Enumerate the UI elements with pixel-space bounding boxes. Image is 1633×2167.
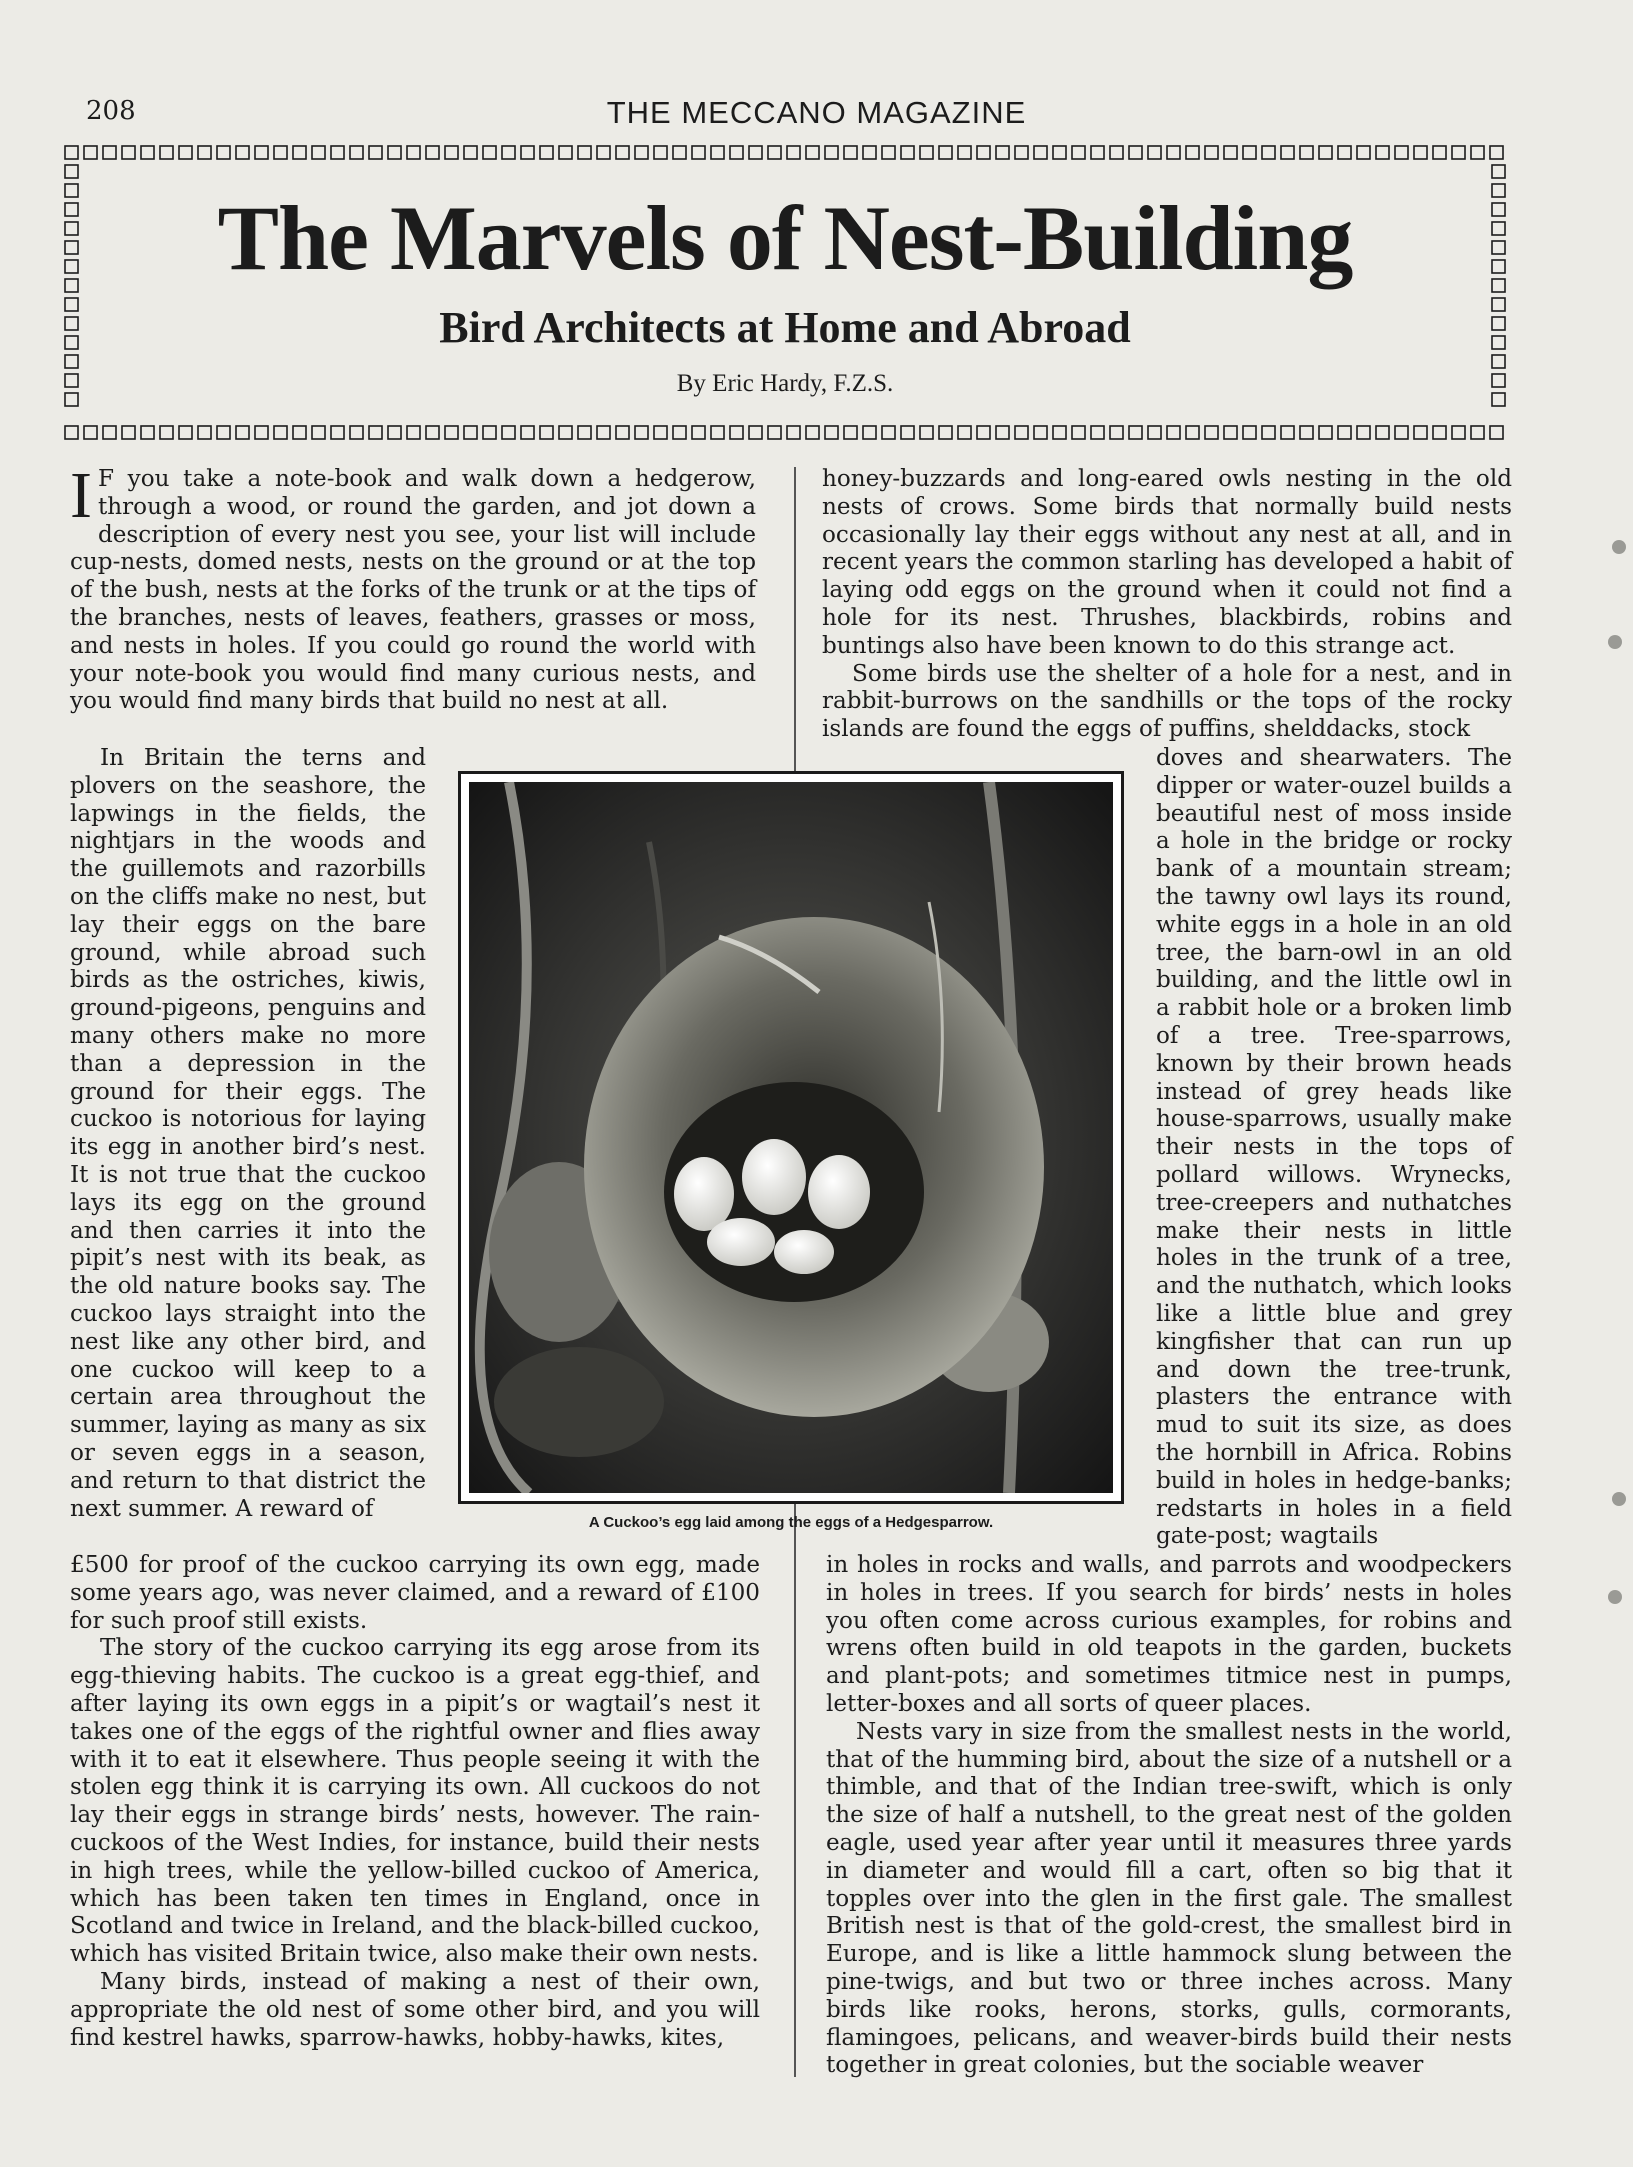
border-square: [958, 426, 971, 439]
border-square: [445, 146, 458, 159]
border-square: [236, 146, 249, 159]
paragraph: Nests vary in size from the smallest nests in the world, that of the humming bird, about the size of a nutshell or a thimble, and that of the Indian tree-swift, which is only the size of half a nutshell, to the great nest of the golden eagle, used year after year until it measures three yards in diameter and would fill a cart, often so big that it topples over into the glen in the first gale. The smallest British nest is that of the gold-crest, the smallest bird in Europe, and is like a little hammock slung between the pine-twigs, and but two or three inches across. Many birds like rooks, herons, storks, gulls, cormorants, flamingoes, pelicans, and weaver-birds build their nests together in great colonies, but the sociable weaver: [826, 1718, 1512, 2079]
border-square: [559, 146, 572, 159]
border-square: [407, 426, 420, 439]
border-square: [635, 146, 648, 159]
column-1-bottom: [70, 1552, 760, 2052]
border-square: [407, 146, 420, 159]
border-square: [388, 146, 401, 159]
border-square: [388, 426, 401, 439]
border-square: [521, 146, 534, 159]
border-square: [179, 146, 192, 159]
column-2-bottom: [826, 1552, 1512, 2080]
border-square: [635, 426, 648, 439]
paragraph: £500 for proof of the cuckoo carrying its own egg, made some years ago, was never claimed, and a reward of £100 for such proof still exists.: [70, 1552, 760, 1634]
border-square: [654, 426, 667, 439]
border-square: [1319, 426, 1332, 439]
border-square: [1492, 165, 1505, 178]
border-square: [996, 146, 1009, 159]
border-square: [616, 426, 629, 439]
border-square: [673, 426, 686, 439]
border-square: [1319, 146, 1332, 159]
border-square: [939, 146, 952, 159]
border-square: [179, 426, 192, 439]
paragraph: honey-buzzards and long-eared owls nesting in the old nests of crows. Some birds that normally build nests occasionally lay their eggs without any nest at all, and in recent years the common starling has developed a habit of laying odd eggs on the ground when it could not find a hole for its nest. Thrushes, blackbirds, robins and buntings also have been known to do this strange act.: [822, 466, 1512, 659]
border-square: [920, 426, 933, 439]
border-square: [901, 146, 914, 159]
border-square: [768, 146, 781, 159]
border-square: [1452, 146, 1465, 159]
border-square: [1414, 426, 1427, 439]
border-square: [293, 426, 306, 439]
border-square: [84, 146, 97, 159]
border-square: [331, 426, 344, 439]
border-square: [1395, 426, 1408, 439]
border-square: [445, 426, 458, 439]
border-square: [65, 426, 78, 439]
border-square: [673, 146, 686, 159]
border-square: [236, 426, 249, 439]
border-square: [787, 426, 800, 439]
paragraph: Some birds use the shelter of a hole for a nest, and in rabbit-burrows on the sandhills or the tops of the rocky islands are found the eggs of puffins, shelddacks, stock: [822, 660, 1512, 743]
title-box: [64, 145, 1506, 440]
border-square: [1167, 426, 1180, 439]
border-square: [198, 426, 211, 439]
border-square: [1414, 146, 1427, 159]
border-square: [692, 146, 705, 159]
border-square: [825, 146, 838, 159]
border-square: [1205, 146, 1218, 159]
border-square: [1357, 426, 1370, 439]
border-square: [312, 146, 325, 159]
binding-mark: [1608, 1590, 1622, 1604]
border-square: [806, 146, 819, 159]
border-square: [1091, 146, 1104, 159]
border-square: [958, 146, 971, 159]
border-square: [920, 146, 933, 159]
border-square: [350, 146, 363, 159]
border-square: [103, 146, 116, 159]
paragraph: In Britain the terns and plovers on the seashore, the lapwings in the fields, the nightjars in the woods and the guillemots and razorbills on the cliffs make no nest, but lay their eggs on the bare ground, while abroad such birds as the ostriches, kiwis, ground-pigeons, penguins and many others make no more than a depression in the ground for their eggs. The cuckoo is notorious for laying its egg in another bird’s nest. It is not true that the cuckoo lays its egg on the ground and then carries it into the pipit’s nest with its beak, as the old nature books say. The cuckoo lays straight into the nest like any other bird, and one cuckoo will keep to a certain area throughout the summer, laying as many as six or seven eggs in a season, and return to that district the next summer. A reward of: [70, 745, 426, 1522]
border-square: [369, 146, 382, 159]
paragraph: The story of the cuckoo carrying its egg arose from its egg-thieving habits. The cuckoo is a great egg-thief, and after laying its own eggs in a pipit’s or wagtail’s nest it takes one of the eggs of the rightful owner and flies away with it to eat it elsewhere. Thus people seeing it with the stolen egg think it is carrying its own. All cuckoos do not lay their eggs in strange birds’ nests, however. The rain-cuckoos of the West Indies, for instance, build their nests in high trees, while the yellow-billed cuckoo of America, which has been taken ten times in England, once in Scotland and twice in Ireland, and the black-billed cuckoo, which has visited Britain twice, also make their own nests.: [70, 1635, 760, 1968]
column-2-top: [822, 466, 1512, 744]
border-square: [426, 146, 439, 159]
border-square: [521, 426, 534, 439]
border-square: [1262, 426, 1275, 439]
border-square: [84, 426, 97, 439]
border-square: [1433, 426, 1446, 439]
border-square: [65, 165, 78, 178]
border-square: [749, 146, 762, 159]
border-square: [1300, 146, 1313, 159]
border-square: [901, 426, 914, 439]
border-square: [711, 426, 724, 439]
border-square: [1167, 146, 1180, 159]
border-square: [217, 426, 230, 439]
border-square: [1110, 146, 1123, 159]
binding-mark: [1612, 540, 1626, 554]
border-square: [540, 146, 553, 159]
border-square: [1471, 146, 1484, 159]
border-square: [730, 426, 743, 439]
border-square: [65, 355, 78, 368]
border-square: [1015, 146, 1028, 159]
border-square: [711, 146, 724, 159]
border-square: [464, 146, 477, 159]
paragraph: doves and shearwaters. The dipper or water-ouzel builds a beautiful nest of moss inside a hole in the bridge or rocky bank of a mountain stream; the tawny owl lays its round, white eggs in a hole in an old tree, the barn-owl in an old building, and the little owl in a rabbit hole or a broken limb of a tree. Tree-sparrows, known by their brown heads instead of grey heads like house-sparrows, usually make their nests in the tops of pollard willows. Wrynecks, tree-creepers and nuthatches make their nests in little holes in the trunk of a tree, and the nuthatch, which looks like a little blue and grey kingfisher that can run up and down the tree-trunk, plasters the entrance with mud to suit its size, as does the hornbill in Africa. Robins build in holes in hedge-banks; redstarts in holes in a field gate-post; wagtails: [1156, 745, 1512, 1550]
border-square: [369, 426, 382, 439]
border-square: [1186, 146, 1199, 159]
border-square: [863, 426, 876, 439]
article-subtitle: Bird Architects at Home and Abroad: [439, 303, 1131, 352]
border-square: [1281, 146, 1294, 159]
border-square: [1148, 426, 1161, 439]
page-number: 208: [86, 96, 136, 126]
border-square: [274, 146, 287, 159]
border-square: [540, 426, 553, 439]
drop-cap: I: [70, 459, 92, 532]
border-square: [768, 426, 781, 439]
column-1-narrow: [70, 745, 426, 1523]
border-square: [844, 426, 857, 439]
border-square: [1452, 426, 1465, 439]
border-square: [882, 146, 895, 159]
border-square: [293, 146, 306, 159]
border-square: [1338, 146, 1351, 159]
paragraph: I F you take a note-book and walk down a hedgerow, through a wood, or round the garden, and jot down a description of every nest you see, your list will include cup-nests, domed nests, nests on the ground or at the top of the bush, nests at the forks of the trunk or at the tips of the branches, nests of leaves, feathers, grasses or moss, and nests in holes. If you could go round the world with your note-book you would find many curious nests, and you would find many birds that build no nest at all.: [70, 459, 756, 715]
border-square: [1300, 426, 1313, 439]
border-square: [559, 426, 572, 439]
border-square: [122, 426, 135, 439]
border-square: [350, 426, 363, 439]
border-square: [1490, 426, 1503, 439]
border-square: [1471, 426, 1484, 439]
border-square: [882, 426, 895, 439]
border-square: [1357, 146, 1370, 159]
border-square: [806, 426, 819, 439]
border-square: [1376, 146, 1389, 159]
border-square: [1129, 426, 1142, 439]
border-square: [1243, 146, 1256, 159]
nest-photo: [458, 771, 1124, 1504]
photo-caption: A Cuckoo’s egg laid among the eggs of a Hedgesparrow.: [588, 1514, 994, 1531]
border-square: [1433, 146, 1446, 159]
border-square: [1053, 426, 1066, 439]
border-square: [1376, 426, 1389, 439]
border-square: [1205, 426, 1218, 439]
border-square: [749, 426, 762, 439]
border-square: [274, 426, 287, 439]
border-square: [1395, 146, 1408, 159]
border-square: [825, 426, 838, 439]
border-square: [977, 146, 990, 159]
border-square: [1262, 146, 1275, 159]
border-square: [502, 146, 515, 159]
border-square: [844, 146, 857, 159]
border-square: [483, 426, 496, 439]
border-square: [1492, 355, 1505, 368]
column-2-narrow: [1156, 745, 1512, 1551]
border-square: [692, 426, 705, 439]
border-square: [255, 426, 268, 439]
border-square: [996, 426, 1009, 439]
border-square: [1034, 146, 1047, 159]
paragraph: Many birds, instead of making a nest of their own, appropriate the old nest of some other bird, and you will find kestrel hawks, sparrow-hawks, hobby-hawks, kites,: [70, 1968, 760, 2051]
border-square: [1015, 426, 1028, 439]
border-square: [977, 426, 990, 439]
column-1-top: [70, 459, 756, 716]
border-square: [464, 426, 477, 439]
border-square: [1224, 146, 1237, 159]
border-square: [1091, 426, 1104, 439]
byline: By Eric Hardy, F.Z.S.: [676, 370, 894, 397]
border-square: [217, 146, 230, 159]
border-square: [141, 426, 154, 439]
border-square: [863, 146, 876, 159]
border-square: [483, 146, 496, 159]
border-square: [654, 146, 667, 159]
border-square: [1281, 426, 1294, 439]
border-square: [616, 146, 629, 159]
binding-mark: [1608, 635, 1622, 649]
magazine-title: THE MECCANO MAGAZINE: [606, 95, 1027, 130]
border-square: [1110, 426, 1123, 439]
border-square: [730, 146, 743, 159]
border-square: [65, 146, 78, 159]
border-square: [103, 426, 116, 439]
border-square: [939, 426, 952, 439]
border-square: [1072, 426, 1085, 439]
border-square: [1338, 426, 1351, 439]
article-title: The Marvels of Nest-Building: [217, 187, 1353, 289]
border-square: [198, 146, 211, 159]
border-square: [122, 146, 135, 159]
border-square: [255, 146, 268, 159]
border-square: [312, 426, 325, 439]
border-square: [578, 146, 591, 159]
binding-mark: [1612, 1492, 1626, 1506]
nest-photo-image: [469, 782, 1113, 1493]
border-square: [1148, 146, 1161, 159]
border-square: [331, 146, 344, 159]
border-square: [1490, 146, 1503, 159]
border-square: [1072, 146, 1085, 159]
border-square: [502, 426, 515, 439]
border-square: [578, 426, 591, 439]
border-square: [1186, 426, 1199, 439]
paragraph: in holes in rocks and walls, and parrots and woodpeckers in holes in trees. If you search for birds’ nests in holes you often come across curious examples, for robins and wrens often build in old teapots in the garden, buckets and plant-pots; and sometimes titmice nest in pumps, letter-boxes and all sorts of queer places.: [826, 1552, 1512, 1717]
border-square: [426, 426, 439, 439]
border-square: [597, 146, 610, 159]
border-square: [141, 146, 154, 159]
border-square: [160, 426, 173, 439]
border-square: [787, 146, 800, 159]
border-square: [1224, 426, 1237, 439]
border-square: [1243, 426, 1256, 439]
border-square: [1034, 426, 1047, 439]
border-square: [160, 146, 173, 159]
border-square: [1053, 146, 1066, 159]
border-square: [597, 426, 610, 439]
border-square: [1129, 146, 1142, 159]
